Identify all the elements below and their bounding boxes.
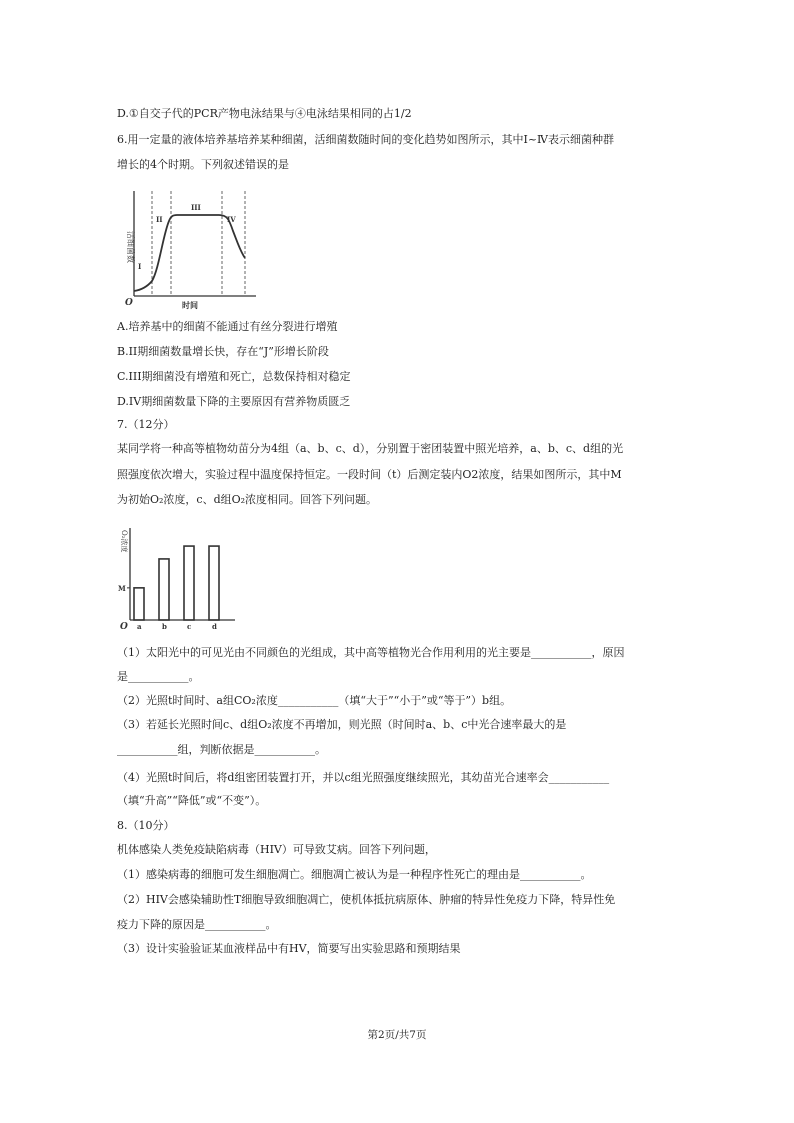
o2-bar-d	[209, 546, 219, 620]
q6-option-b: B.II期细菌数量增长快，存在“J”形增长阶段	[117, 345, 329, 358]
q7-stem-line2: 照强度依次增大，实验过程中温度保持恒定。一段时间（t）后测定装内O2浓度，结果如图所示，其中M	[117, 468, 622, 481]
q6-stem-line1: 6.用一定量的液体培养基培养某种细菌，活细菌数随时间的变化趋势如图所示，其中Ⅰ~Ⅳ表示细菌种群	[117, 133, 615, 146]
growth-curve-figure	[117, 185, 267, 315]
o2-y-label: O₂浓度	[120, 530, 128, 553]
q6-option-d: D.IV期细菌数量下降的主要原因有营养物质匮乏	[117, 395, 351, 408]
q8-header: 8.（10分）	[117, 819, 175, 832]
o2-origin-label: O	[120, 622, 128, 632]
q7-question-3: （3）若延长光照时间c、d组O₂浓度不再增加，则光照（时间时a、b、c中光合速率最大的是	[117, 718, 567, 731]
page-footer: 第2页/共7页	[367, 1029, 427, 1041]
phase-label-3: III	[191, 203, 201, 212]
q8-line-2: （1）感染病毒的细胞可发生细胞凋亡。细胞凋亡被认为是一种程序性死亡的理由是___________。	[117, 868, 592, 881]
q7-question-4: （4）光照t时间后，将d组密团装置打开，并以c组光照强度继续照光，其幼苗光合速率会___________	[117, 771, 610, 784]
q7-question-4-cont: （填“升高”“降低”或“不变”）。	[117, 794, 267, 807]
growth-y-label: 活细菌数	[126, 231, 135, 263]
q7-question-3-cont: ___________组，判断依据是___________。	[117, 743, 326, 756]
growth-x-label: 时间	[182, 300, 198, 310]
phase-label-1: I	[138, 262, 142, 271]
o2-bar-chart	[117, 522, 242, 634]
q8-line-5: （3）设计实验验证某血液样品中有HV，简要写出实验思路和预期结果	[117, 942, 461, 955]
o2-bar-a	[134, 588, 144, 620]
q6-option-a: A.培养基中的细菌不能通过有丝分裂进行增殖	[117, 320, 338, 333]
o2-reference-label: M	[118, 583, 126, 593]
q8-line-3: （2）HIV会感染辅助性T细胞导致细胞凋亡，使机体抵抗病原体、肿瘤的特异性免疫力下降，特异性免	[117, 893, 616, 906]
q7-stem-line3: 为初始O₂浓度，c、d组O₂浓度相同。回答下列问题。	[117, 493, 378, 506]
growth-curve	[134, 215, 245, 291]
phase-label-4: IV	[227, 215, 236, 224]
q7-question-1: （1）太阳光中的可见光由不同颜色的光组成，其中高等植物光合作用利用的光主要是___________，原因	[117, 646, 625, 659]
q6-option-c: C.III期细菌没有增殖和死亡，总数保持相对稳定	[117, 370, 351, 383]
q8-line-4: 疫力下降的原因是___________。	[117, 918, 277, 931]
growth-origin-label: O	[125, 298, 133, 308]
q7-question-1-cont: 是___________。	[117, 670, 200, 683]
q7-question-2: （2）光照t时间时、a组CO₂浓度___________（填“大于”“小于”或“等于”）b组。	[117, 694, 512, 707]
phase-label-2: II	[156, 215, 163, 224]
q5-option-d: D.①自交子代的PCR产物电泳结果与④电泳结果相同的占1/2	[117, 107, 412, 120]
q8-line-1: 机体感染人类免疫缺陷病毒（HIV）可导致艾病。回答下列问题，	[117, 843, 436, 856]
q7-header: 7.（12分）	[117, 418, 175, 431]
o2-category-label-d: d	[212, 622, 217, 631]
o2-category-label-a: a	[137, 622, 142, 631]
o2-category-label-c: c	[187, 622, 192, 631]
q7-stem-line1: 某同学将一种高等植物幼苗分为4组（a、b、c、d），分别置于密团装置中照光培养，a、b、c、d组的光	[117, 442, 624, 455]
o2-bar-c	[184, 546, 194, 620]
o2-category-label-b: b	[162, 622, 167, 631]
o2-bar-b	[159, 559, 169, 620]
q6-stem-line2: 增长的4个时期。下列叙述错误的是	[117, 158, 289, 171]
